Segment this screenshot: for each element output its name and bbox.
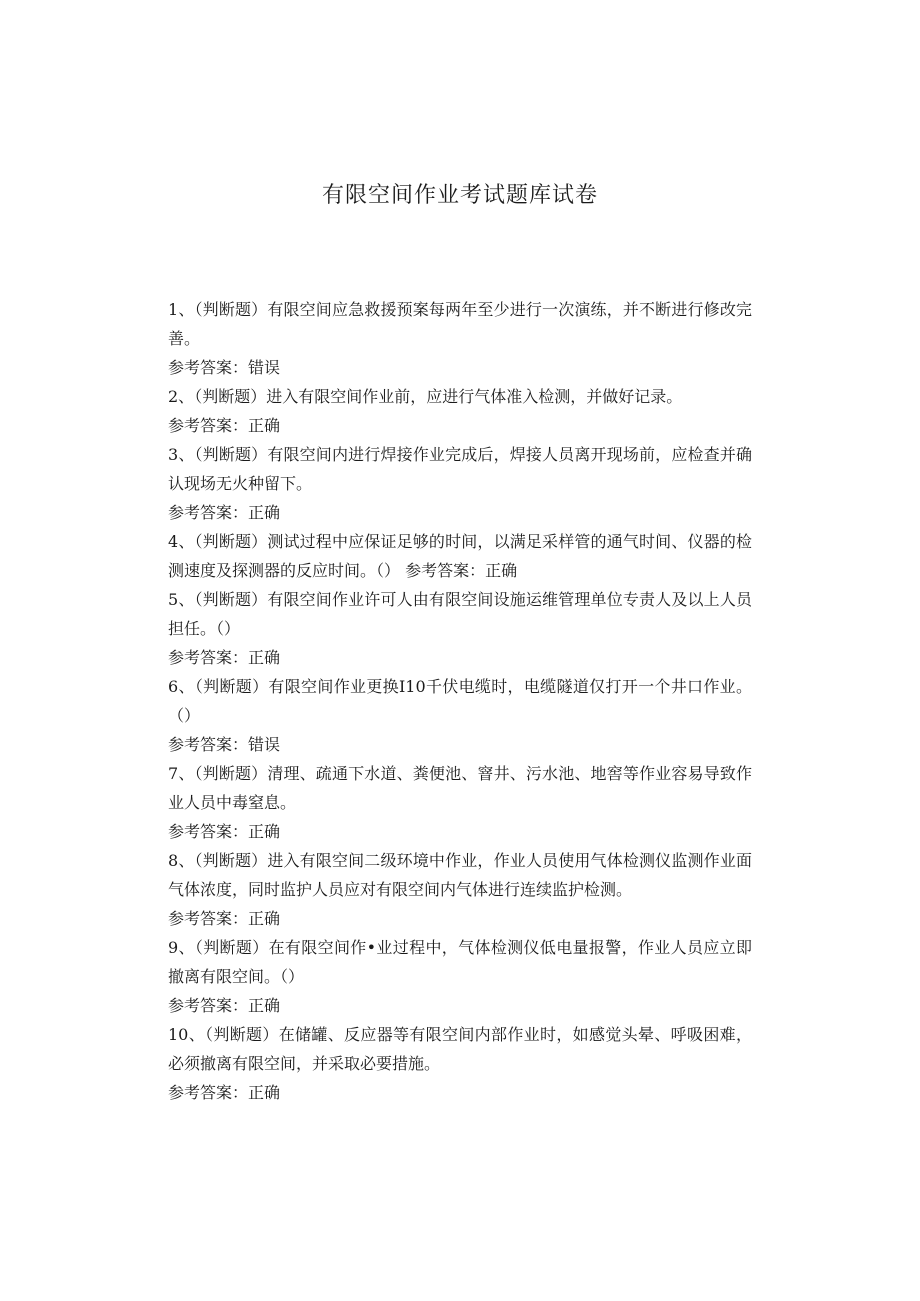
question-body: 有限空间作业更换I10千伏电缆时，电缆隧道仅打开一个井口作业。（） — [168, 677, 752, 725]
question-item — [168, 672, 752, 759]
question-answer — [168, 411, 752, 440]
answer-value: 正确 — [248, 996, 281, 1015]
question-body: 有限空间应急救援预案每两年至少进行一次演练，并不断进行修改完善。 — [168, 300, 752, 348]
question-type: （判断题） — [194, 938, 269, 957]
answer-value: 错误 — [248, 358, 281, 377]
question-answer — [168, 817, 752, 846]
question-type: （判断题） — [194, 445, 268, 464]
question-body: 在有限空间作•业过程中，气体检测仪低电量报警，作业人员应立即撤离有限空间。（） — [168, 938, 752, 986]
question-text — [168, 295, 752, 353]
question-text — [168, 440, 752, 498]
answer-value: 正确 — [248, 1083, 281, 1102]
question-number: 3、 — [168, 445, 195, 464]
question-item — [168, 295, 752, 382]
question-list — [168, 295, 752, 1107]
question-number: 5、 — [168, 590, 195, 609]
question-item — [168, 382, 752, 440]
question-body: 在储罐、反应器等有限空间内部作业时，如感觉头晕、呼吸困难，必须撤离有限空间，并采取必要措施。 — [168, 1025, 752, 1073]
question-answer — [168, 991, 752, 1020]
question-number: 1、 — [168, 300, 195, 319]
question-item — [168, 846, 752, 933]
question-type: （判断题） — [194, 590, 268, 609]
question-answer — [168, 643, 752, 672]
answer-label: 参考答案： — [168, 416, 249, 435]
question-body: 清理、疏通下水道、粪便池、窨井、污水池、地窖等作业容易导致作业人员中毒窒息。 — [168, 764, 752, 812]
answer-value: 正确 — [248, 909, 281, 928]
question-answer — [168, 1078, 752, 1107]
answer-value: 正确 — [248, 822, 281, 841]
question-answer — [168, 904, 752, 933]
question-number: 7、 — [168, 764, 195, 783]
answer-label: 参考答案： — [168, 1083, 249, 1102]
answer-value: 错误 — [248, 735, 281, 754]
question-text — [168, 933, 752, 991]
question-body: 进入有限空间作业前，应进行气体准入检测，并做好记录。 — [266, 387, 683, 406]
question-type: （判断题） — [194, 851, 268, 870]
question-text — [168, 759, 752, 817]
question-number: 2、 — [168, 387, 195, 406]
answer-label: 参考答案： — [168, 358, 249, 377]
question-item — [168, 585, 752, 672]
question-number: 9、 — [168, 938, 195, 957]
question-text — [168, 527, 752, 585]
answer-label: 参考答案： — [405, 561, 486, 580]
question-answer — [405, 561, 517, 580]
question-answer — [168, 730, 752, 759]
question-type: （判断题） — [194, 677, 269, 696]
answer-label: 参考答案： — [168, 996, 249, 1015]
answer-value: 正确 — [248, 416, 281, 435]
question-type: （判断题） — [194, 764, 268, 783]
answer-label: 参考答案： — [168, 822, 249, 841]
question-number: 6、 — [168, 677, 195, 696]
question-type: （判断题） — [194, 532, 268, 551]
question-item — [168, 933, 752, 1020]
question-item — [168, 1020, 752, 1107]
question-text — [168, 1020, 752, 1078]
question-type: （判断题） — [194, 300, 268, 319]
question-body: 有限空间作业许可人由有限空间设施运维管理单位专责人及以上人员担任。（） — [168, 590, 752, 638]
document-title: 有限空间作业考试题库试卷 — [321, 183, 598, 208]
answer-value: 正确 — [248, 648, 281, 667]
question-text — [168, 585, 752, 643]
question-text — [168, 672, 752, 730]
question-answer — [168, 498, 752, 527]
question-answer — [168, 353, 752, 382]
question-number: 4、 — [168, 532, 195, 551]
answer-value: 正确 — [248, 503, 281, 522]
question-number: 8、 — [168, 851, 195, 870]
question-body: 测试过程中应保证足够的时间，以满足采样管的通气时间、仪器的检测速度及探测器的反应时间。（） — [168, 532, 752, 580]
question-body: 进入有限空间二级环境中作业，作业人员使用气体检测仪监测作业面气体浓度，同时监护人员应对有限空间内气体进行连续监护检测。 — [168, 851, 752, 899]
question-text — [168, 382, 752, 411]
question-item — [168, 440, 752, 527]
answer-label: 参考答案： — [168, 503, 249, 522]
answer-label: 参考答案： — [168, 735, 249, 754]
question-item — [168, 527, 752, 585]
question-text — [168, 846, 752, 904]
question-item — [168, 759, 752, 846]
question-number: 10、 — [168, 1025, 206, 1044]
question-type: （判断题） — [205, 1025, 279, 1044]
answer-label: 参考答案： — [168, 909, 249, 928]
question-body: 有限空间内进行焊接作业完成后，焊接人员离开现场前，应检查并确认现场无火种留下。 — [168, 445, 752, 493]
answer-value: 正确 — [485, 561, 518, 580]
answer-label: 参考答案： — [168, 648, 249, 667]
question-type: （判断题） — [194, 387, 267, 406]
